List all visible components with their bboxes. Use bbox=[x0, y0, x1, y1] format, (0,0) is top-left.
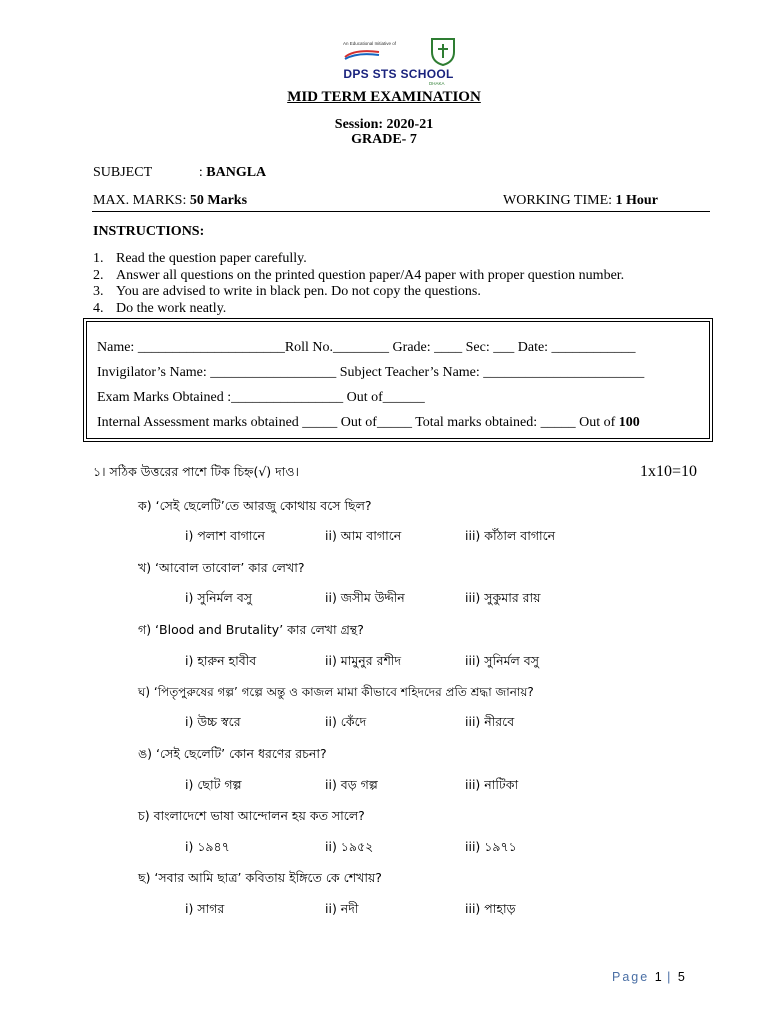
option[interactable]: iii) সুকুমার রায় bbox=[465, 590, 541, 605]
option[interactable]: iii) সুনির্মল বসু bbox=[465, 653, 540, 668]
option[interactable]: i) সাগর bbox=[185, 901, 225, 916]
max-marks bbox=[93, 193, 247, 209]
question-ka: ক) ‘সেই ছেলেটি’তে আরজু কোথায় বসে ছিল? bbox=[138, 498, 372, 513]
student-info-box bbox=[86, 321, 710, 439]
option[interactable]: iii) নীরবে bbox=[465, 714, 515, 729]
question-gha: ঘ) ‘পিতৃপুরুষের গল্প’ গল্পে অন্তু ও কাজল মামা কীভাবে শহিদদের প্রতি শ্রদ্ধা জানায়? bbox=[138, 685, 534, 699]
option[interactable]: ii) জসীম উদ্দীন bbox=[325, 590, 405, 605]
option[interactable]: ii) আম বাগানে bbox=[325, 528, 402, 543]
option[interactable]: ii) ১৯৫২ bbox=[325, 839, 374, 854]
subject-line bbox=[93, 165, 266, 181]
logo-tagline: An Educational Initiative of bbox=[343, 41, 397, 46]
instruction-item: 3. You are advised to write in black pen. Do not copy the questions. bbox=[93, 284, 481, 299]
logo-city: DHAKA bbox=[429, 81, 445, 86]
working-time-label: WORKING TIME: bbox=[503, 193, 616, 208]
question-ga: গ) ‘Blood and Brutality’ কার লেখা গ্রন্থ? bbox=[138, 622, 364, 637]
question-ca: চ) বাংলাদেশে ভাষা আন্দোলন হয় কত সালে? bbox=[138, 808, 365, 823]
instruction-item: 2. Answer all questions on the printed question paper/A4 paper with proper question number. bbox=[93, 267, 625, 283]
page-number: 1 bbox=[654, 970, 662, 984]
instructions-heading: INSTRUCTIONS: bbox=[93, 224, 205, 239]
instruction-item: 1. Read the question paper carefully. bbox=[93, 251, 307, 266]
option[interactable]: iii) পাহাড় bbox=[465, 901, 516, 916]
working-time bbox=[503, 193, 658, 209]
instructions-list bbox=[93, 251, 624, 317]
school-logo bbox=[343, 36, 463, 88]
sts-emblem-icon bbox=[343, 48, 381, 60]
dps-crest-icon bbox=[429, 36, 457, 66]
section-heading: ১। সঠিক উত্তরের পাশে টিক চিহ্ন(√) দাও। bbox=[93, 464, 299, 479]
subject-label: SUBJECT bbox=[93, 165, 152, 180]
total-marks-line[interactable]: Internal Assessment marks obtained _____ Out of_____ Total marks obtained: _____ Out of 100 bbox=[97, 415, 640, 430]
option[interactable]: i) পলাশ বাগানে bbox=[185, 528, 265, 543]
section-marks: 1x10=10 bbox=[640, 463, 698, 480]
option[interactable]: i) সুনির্মল বসু bbox=[185, 590, 253, 605]
option[interactable]: i) হারুন হাবীব bbox=[185, 653, 257, 668]
option[interactable]: i) ছোট গল্প bbox=[185, 777, 242, 792]
option[interactable]: ii) নদী bbox=[325, 901, 359, 916]
option[interactable]: ii) কেঁদে bbox=[325, 714, 367, 729]
question-cha: ছ) ‘সবার আমি ছাত্র’ কবিতায় ইঙ্গিতে কে শেখায়? bbox=[138, 870, 382, 885]
option[interactable]: ii) বড় গল্প bbox=[325, 777, 378, 792]
invigilator-line[interactable]: Invigilator’s Name: __________________ Subject Teacher’s Name: _______________________ bbox=[97, 365, 645, 380]
exam-title: MID TERM EXAMINATION bbox=[287, 89, 481, 105]
page-total: 5 bbox=[677, 970, 685, 984]
working-time-value: 1 Hour bbox=[615, 193, 658, 208]
header-rule bbox=[92, 211, 710, 212]
logo-school-name: DPS STS SCHOOL bbox=[343, 67, 454, 81]
exam-marks-line[interactable]: Exam Marks Obtained :________________ Out of______ bbox=[97, 390, 425, 405]
option[interactable]: i) ১৯৪৭ bbox=[185, 839, 230, 854]
question-uma: ঙ) ‘সেই ছেলেটি’ কোন ধরণের রচনা? bbox=[138, 746, 327, 761]
option[interactable]: ii) মামুনুর রশীদ bbox=[325, 653, 402, 668]
grade: GRADE- 7 bbox=[351, 132, 417, 147]
subject-separator: : bbox=[198, 165, 207, 180]
instruction-item: 4. Do the work neatly. bbox=[93, 300, 227, 316]
question-kha: খ) ‘আবোল তাবোল’ কার লেখা? bbox=[138, 560, 305, 575]
session: Session: 2020-21 bbox=[334, 117, 434, 132]
option[interactable]: iii) কাঁঠাল বাগানে bbox=[465, 528, 556, 543]
page-label: Page bbox=[612, 970, 650, 984]
option[interactable]: iii) ১৯৭১ bbox=[465, 839, 517, 854]
max-marks-label: MAX. MARKS: bbox=[93, 193, 190, 208]
subject-value: BANGLA bbox=[206, 165, 267, 180]
max-marks-value: 50 Marks bbox=[189, 193, 248, 208]
page-footer bbox=[612, 970, 685, 984]
option[interactable]: i) উচ্চ স্বরে bbox=[185, 714, 241, 729]
name-roll-line[interactable]: Name: _____________________Roll No.________ Grade: ____ Sec: ___ Date: ____________ bbox=[97, 340, 636, 355]
page-separator: | bbox=[667, 970, 673, 984]
option[interactable]: iii) নাটিকা bbox=[465, 777, 519, 792]
